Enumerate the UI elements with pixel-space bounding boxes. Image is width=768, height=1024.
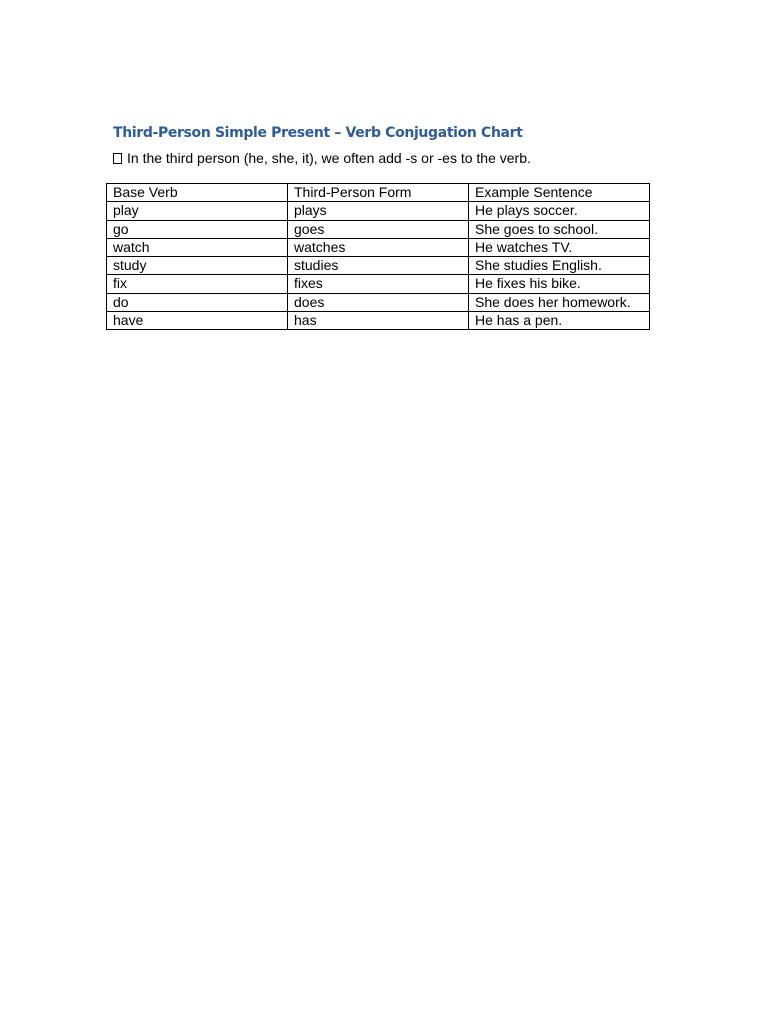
table-row — [107, 257, 650, 275]
table-row — [107, 275, 650, 293]
base-verb-cell: study — [107, 257, 288, 275]
table-row — [107, 220, 650, 238]
example-sentence-cell: She goes to school. — [469, 220, 650, 238]
base-verb-cell: watch — [107, 238, 288, 256]
table-row — [107, 202, 650, 220]
intro-paragraph — [113, 149, 531, 167]
header-example-sentence: Example Sentence — [469, 184, 650, 202]
verb-conjugation-table — [106, 183, 650, 330]
header-base-verb: Base Verb — [107, 184, 288, 202]
missing-glyph-icon — [113, 153, 122, 164]
table-row — [107, 238, 650, 256]
example-sentence-cell: She studies English. — [469, 257, 650, 275]
example-sentence-cell: She does her homework. — [469, 293, 650, 311]
third-person-form-cell: watches — [288, 238, 469, 256]
table-header-row — [107, 184, 650, 202]
third-person-form-cell: plays — [288, 202, 469, 220]
header-third-person-form: Third-Person Form — [288, 184, 469, 202]
document-title: Third-Person Simple Present – Verb Conjugation Chart — [113, 125, 523, 141]
base-verb-cell: go — [107, 220, 288, 238]
third-person-form-cell: has — [288, 312, 469, 330]
third-person-form-cell: fixes — [288, 275, 469, 293]
example-sentence-cell: He has a pen. — [469, 312, 650, 330]
example-sentence-cell: He plays soccer. — [469, 202, 650, 220]
table-row — [107, 293, 650, 311]
base-verb-cell: do — [107, 293, 288, 311]
example-sentence-cell: He fixes his bike. — [469, 275, 650, 293]
base-verb-cell: have — [107, 312, 288, 330]
table-row — [107, 312, 650, 330]
base-verb-cell: fix — [107, 275, 288, 293]
intro-text: In the third person (he, she, it), we often add -s or -es to the verb. — [127, 150, 531, 166]
third-person-form-cell: does — [288, 293, 469, 311]
example-sentence-cell: He watches TV. — [469, 238, 650, 256]
base-verb-cell: play — [107, 202, 288, 220]
third-person-form-cell: goes — [288, 220, 469, 238]
third-person-form-cell: studies — [288, 257, 469, 275]
